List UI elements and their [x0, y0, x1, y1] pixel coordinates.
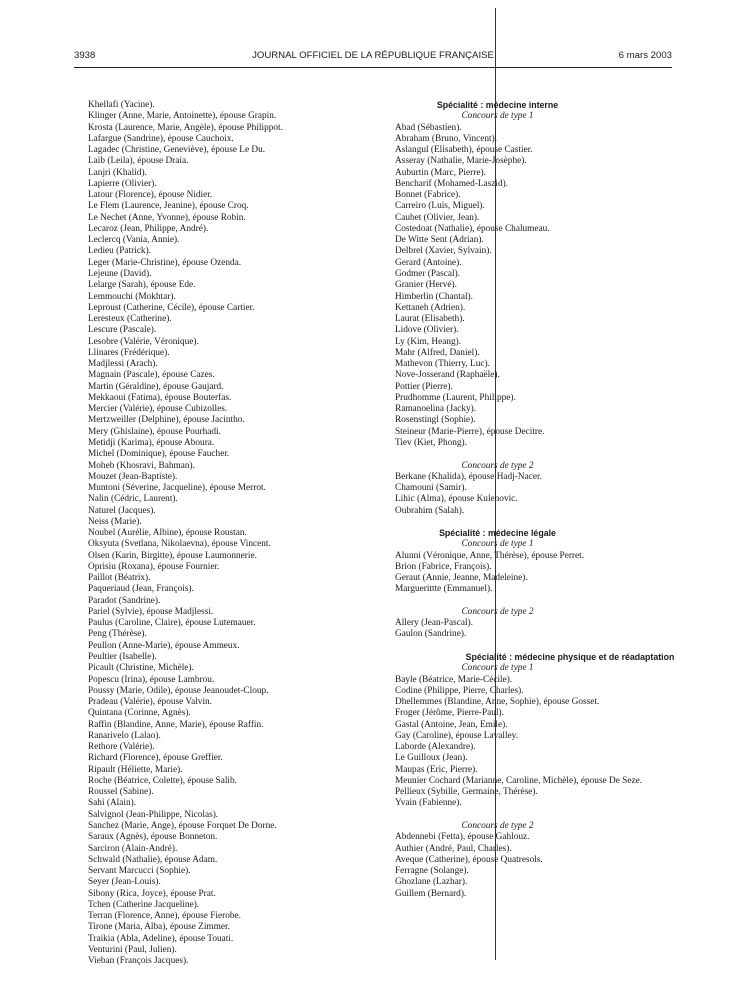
list-item: Quintana (Corinne, Agnès). [88, 708, 191, 719]
list-item: Noubel (Aurélie, Albine), épouse Roustan. [88, 528, 247, 539]
list-item: Kettaneh (Adrien). [395, 302, 466, 313]
spacer [395, 517, 720, 528]
list-item: Michel (Dominique), épouse Faucher. [88, 449, 230, 460]
list-item: Raffin (Blandine, Anne, Marie), épouse Raffin. [88, 719, 264, 730]
list-item: Khellafi (Yacine). [88, 100, 155, 110]
list-item: De Witte Sent (Adrian). [395, 235, 484, 246]
list-item: Lecaroz (Jean, Philippe, André). [88, 223, 209, 234]
spacer [395, 641, 720, 652]
list-item: Poussy (Marie, Odile), épouse Jeanoudet-Cloup. [88, 685, 269, 696]
list-item: Tchen (Catherine Jacqueline). [88, 899, 200, 910]
list-item: Traikia (Abla, Adeline), épouse Touati. [88, 933, 234, 944]
list-item: Krosta (Laurence, Marie, Angèle), épouse Philippot. [88, 122, 283, 133]
speciality-heading-text: Spécialité : médecine interne [436, 100, 559, 110]
list-item: Abraham (Bruno, Vincent). [395, 133, 498, 144]
list-item: Lesobre (Valérie, Véronique). [88, 336, 199, 347]
list-item: Leresteux (Catherine). [88, 314, 172, 325]
list-item: Laib (Leila), épouse Draia. [88, 156, 189, 167]
list-item: Leger (Marie-Christine), épouse Ozenda. [88, 257, 242, 268]
list-item: Mercier (Valérie), épouse Cubizolles. [88, 404, 228, 415]
list-item: Carreiro (Luis, Miguel). [395, 201, 485, 212]
list-item: Aveque (Catherine), épouse Quatresols. [395, 854, 543, 865]
list-item: Neiss (Marie). [88, 516, 142, 527]
list-item: Olsen (Karin, Birgitte), épouse Laumonnerie. [88, 550, 257, 561]
list-item: Yvain (Fabienne). [395, 798, 462, 809]
list-item: Ripault (Héliette, Marie). [88, 764, 183, 775]
concours-heading: Concours de type 2 [461, 460, 534, 471]
list-item: Ramanoelina (Jacky). [395, 404, 477, 415]
list-item: Tiev (Kiet, Phong). [395, 437, 467, 448]
list-item: Costedoat (Nathalie), épouse Chalumeau. [395, 223, 550, 234]
list-item: Peultier (Isabelle). [88, 652, 157, 663]
list-item: Dhellemmes (Blandine, Anne, Sophie), épouse Gosset. [395, 697, 600, 708]
concours-heading: Concours de type 2 [461, 821, 534, 831]
concours-heading: Concours de type 1 [461, 663, 534, 674]
publication-date: 6 mars 2003 [618, 50, 672, 61]
list-item: Lagadec (Christine, Geneviève), épouse Le Du. [88, 145, 266, 156]
list-item: Pradeau (Valérie), épouse Valvin. [88, 697, 213, 708]
list-item: Paulus (Caroline, Claire), épouse Lutemauer. [88, 618, 256, 629]
list-item: Oprisiu (Roxana), épouse Fournier. [88, 561, 220, 572]
list-item: Popescu (Irina), épouse Lambrou. [88, 674, 215, 685]
list-item: Tirone (Maria, Alba), épouse Zimmer. [88, 922, 230, 933]
list-item: Berkane (Khalida), épouse Hadj-Nacer. [395, 471, 542, 482]
list-item: Latour (Florence), épouse Nidier. [88, 190, 213, 201]
list-item: Sibony (Rica, Joyce), épouse Prat. [88, 888, 216, 899]
list-item: Picault (Christine, Michèle). [88, 663, 194, 674]
list-item: Codine (Philippe, Pierre, Charles). [395, 685, 524, 696]
page-number: 3938 [74, 50, 96, 61]
speciality-heading [420, 652, 720, 663]
list-item: Delbrel (Xavier, Sylvain). [395, 246, 492, 257]
list-item: Lejeune (David). [88, 268, 152, 279]
list-item: Alunni (Véronique, Anne, Thérèse), épouse Perret. [395, 550, 585, 561]
list-item: Servant Marcucci (Sophie). [88, 866, 191, 877]
list-item: Roussel (Sabine). [88, 787, 154, 798]
list-item: Le Nechet (Anne, Yvonne), épouse Robin. [88, 212, 246, 223]
speciality-heading [395, 528, 600, 539]
list-item: Gay (Caroline), épouse Lavalley. [395, 730, 519, 741]
list-item: Sanchez (Marie, Ange), épouse Forquet De Dorne. [88, 821, 277, 831]
list-item: Schwald (Nathalie), épouse Adam. [88, 854, 218, 865]
concours-heading: Concours de type 1 [461, 539, 534, 550]
list-item: Guillem (Bernard). [395, 888, 467, 899]
list-item: Maupas (Eric, Pierre). [395, 764, 478, 775]
list-item: Magnain (Pascale), épouse Cazes. [88, 370, 215, 381]
list-item: Salvignol (Jean-Philippe, Nicolas). [88, 809, 219, 820]
list-item: Ly (Kim, Heang). [395, 336, 462, 347]
list-item: Froger (Jérôme, Pierre-Paul). [395, 708, 504, 719]
journal-title: JOURNAL OFFICIEL DE LA RÉPUBLIQUE FRANÇAISE [252, 50, 494, 61]
list-item: Le Guilloux (Jean). [395, 753, 468, 764]
list-item: Metidji (Karima), épouse Aboura. [88, 437, 215, 448]
list-item: Lanjri (Khalid). [88, 167, 147, 178]
list-item: Himberlin (Chantal). [395, 291, 473, 302]
speciality-heading-text: Spécialité : médecine physique et de réadaptation [465, 652, 675, 663]
header-rule [74, 67, 672, 68]
list-item: Lidove (Olivier). [395, 325, 459, 336]
list-item: Paqueriaud (Jean, François). [88, 584, 194, 595]
list-item: Prudhomme (Laurent, Philippe). [395, 392, 516, 403]
list-item: Mekkaoui (Fatima), épouse Bouterfas. [88, 392, 232, 403]
speciality-heading [395, 100, 600, 111]
list-item: Abdennebi (Fetta), épouse Gahlouz. [395, 832, 530, 843]
list-item: Richard (Florence), épouse Greffier. [88, 753, 223, 764]
list-item: Asseray (Nathalie, Marie-Josèphe). [395, 156, 527, 167]
list-item: Meunier Cochard (Marianne, Caroline, Michèle), épouse De Seze. [395, 775, 643, 786]
list-item: Brion (Fabrice, François). [395, 561, 492, 572]
list-item: Lemmouchi (Mokhtar). [88, 291, 176, 302]
list-item: Authier (André, Paul, Charles). [395, 843, 512, 854]
list-item: Venturini (Paul, Julien). [88, 944, 177, 955]
list-item: Aslangul (Elisabeth), épouse Castier. [395, 145, 533, 156]
list-item: Mahr (Alfred, Daniel). [395, 347, 480, 358]
spacer [395, 596, 720, 607]
left-column [88, 100, 283, 967]
list-item: Gaulon (Sandrine). [395, 629, 467, 640]
list-item: Lafargue (Sandrine), épouse Cauchoix. [88, 133, 234, 144]
list-item: Mathevon (Thierry, Luc). [395, 359, 490, 370]
list-item: Moheb (Khosravi, Bahman). [88, 460, 195, 471]
list-item: Lihic (Alma), épouse Kulenovic. [395, 494, 518, 505]
list-item: Pariel (Sylvie), épouse Madjlessi. [88, 606, 214, 617]
list-item: Mery (Ghislaine), épouse Pourhadi. [88, 426, 221, 437]
list-item: Roche (Béatrice, Colette), épouse Salib. [88, 775, 237, 786]
list-item: Abad (Sébastien). [395, 122, 462, 133]
list-item: Gerard (Antoine). [395, 257, 462, 268]
list-item: Madjlessi (Arach). [88, 359, 158, 370]
list-item: Mouzet (Jean-Baptiste). [88, 471, 178, 482]
list-item: Seyer (Jean-Louis). [88, 877, 161, 888]
list-item: Le Flem (Laurence, Jeanine), épouse Croq. [88, 201, 249, 212]
list-item: Sarciron (Alain-André). [88, 843, 178, 854]
list-item: Auburtin (Marc, Pierre). [395, 167, 486, 178]
list-item: Oksyuta (Svetlana, Nikolaevna), épouse Vincent. [88, 539, 271, 550]
list-item: Ferragne (Solange). [395, 866, 469, 877]
list-item: Llinares (Frédérique). [88, 347, 170, 358]
list-item: Rethore (Valérie). [88, 742, 155, 753]
list-item: Klinger (Anne, Marie, Antoinette), épouse Grapin. [88, 111, 277, 122]
list-item: Leproust (Catherine, Cécile), épouse Cartier. [88, 302, 255, 313]
list-item: Vieban (François Jacques). [88, 956, 189, 967]
list-item: Ghozlane (Lazhar). [395, 877, 468, 888]
list-item: Gastal (Antoine, Jean, Emile). [395, 719, 508, 730]
list-item: Pottier (Pierre). [395, 381, 453, 392]
list-item: Sahi (Alain). [88, 798, 137, 809]
list-item: Peng (Thérèse). [88, 629, 147, 640]
list-item: Nalin (Cédric, Laurent). [88, 494, 178, 505]
speciality-heading-text: Spécialité : médecine légale [439, 528, 556, 539]
list-item: Chamouni (Samir). [395, 483, 467, 494]
list-item: Terran (Florence, Anne), épouse Fierobe. [88, 911, 241, 922]
spacer [395, 810, 720, 821]
list-item: Rosenstingl (Sophie). [395, 415, 476, 426]
list-item: Bayle (Béatrice, Marie-Cécile). [395, 674, 513, 685]
list-item: Pellieux (Sybille, Germaine, Thérèse). [395, 787, 538, 798]
list-item: Marguerittte (Emmanuel). [395, 584, 493, 595]
page-header [74, 50, 672, 64]
list-item: Laurat (Elisabeth). [395, 314, 465, 325]
list-item: Bencharif (Mohamed-Laszid). [395, 178, 509, 189]
list-item: Bonnet (Fabrice). [395, 190, 461, 201]
list-item: Allery (Jean-Pascal). [395, 618, 473, 629]
list-item: Naturel (Jacques). [88, 505, 156, 516]
list-item: Godmer (Pascal). [395, 268, 461, 279]
concours-heading: Concours de type 1 [461, 111, 534, 122]
list-item: Caubet (Olivier, Jean). [395, 212, 480, 223]
spacer [395, 449, 720, 460]
list-item: Oubrahim (Salah). [395, 505, 465, 516]
list-item: Muntoni (Séverine, Jacqueline), épouse Merrot. [88, 483, 266, 494]
list-item: Ledieu (Patrick). [88, 246, 151, 257]
list-item: Mertzweiller (Delphine), épouse Jacintho. [88, 415, 245, 426]
list-item: Lescure (Pascale). [88, 325, 157, 336]
right-column [395, 100, 720, 900]
list-item: Lelarge (Sarah), épouse Ede. [88, 280, 196, 291]
list-item: Martin (Géraldine), épouse Gaujard. [88, 381, 224, 392]
list-item: Peullon (Anne-Marie), épouse Ammeux. [88, 640, 240, 651]
list-item: Ranarivelo (Lalao). [88, 730, 161, 741]
list-item: Paradot (Sandrine). [88, 595, 161, 606]
list-item: Saraux (Agnès), épouse Bonneton. [88, 832, 218, 843]
list-item: Paillot (Béatrix). [88, 573, 151, 584]
list-item: Lapierre (Olivier). [88, 178, 157, 189]
list-item: Leclercq (Vania, Annie). [88, 235, 180, 246]
list-item: Steineur (Marie-Pierre), épouse Decitre. [395, 426, 545, 437]
concours-heading: Concours de type 2 [461, 606, 534, 617]
list-item: Nove-Josserand (Raphaële). [395, 370, 500, 381]
list-item: Laborde (Alexandre). [395, 742, 476, 753]
list-item: Granier (Hervé). [395, 280, 457, 291]
list-item: Geraut (Annie, Jeanne, Madeleine). [395, 573, 528, 584]
